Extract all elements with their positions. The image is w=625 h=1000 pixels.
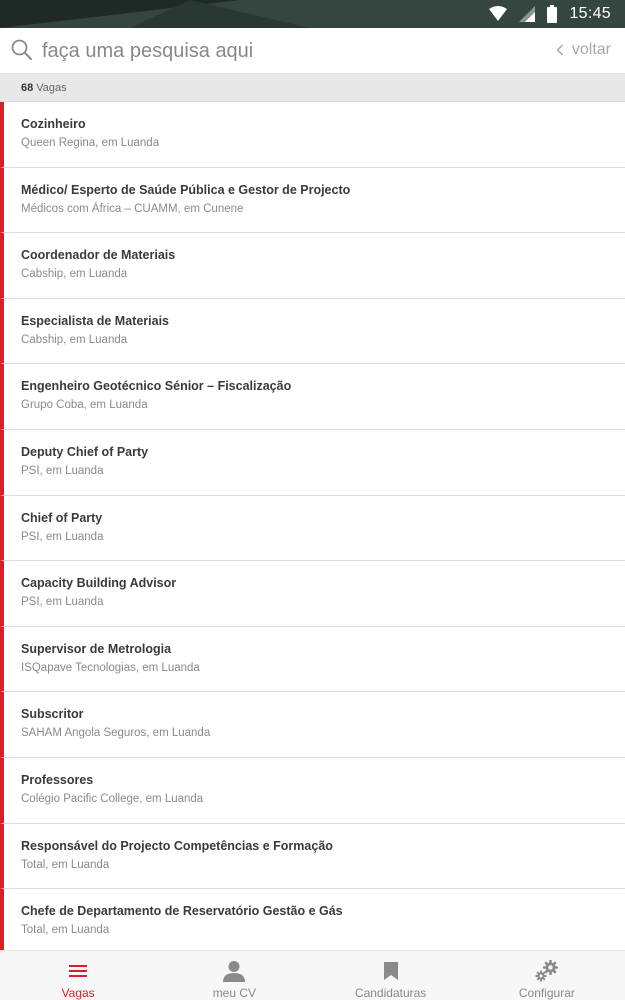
back-button[interactable] (556, 41, 611, 59)
battery-icon (547, 5, 557, 23)
job-company-location: Total, em Luanda (21, 858, 110, 871)
nav-tab-meu-cv[interactable] (156, 951, 312, 1000)
job-company-location: Médicos com África – CUAMM, em Cunene (21, 202, 244, 215)
nav-label: Vagas (61, 986, 95, 1000)
job-list-item[interactable] (0, 102, 625, 168)
job-list-item[interactable] (0, 889, 625, 950)
job-company-location: ISQapave Tecnologias, em Luanda (21, 661, 200, 674)
results-count: 68 (21, 82, 34, 94)
job-company-location: Cabship, em Luanda (21, 333, 128, 346)
nav-tab-configurar[interactable] (469, 951, 625, 1000)
job-title: Chefe de Departamento de Reservatório Gestão e Gás (21, 904, 343, 919)
job-list-item[interactable] (0, 168, 625, 234)
job-title: Engenheiro Geotécnico Sénior – Fiscalização (21, 379, 292, 394)
status-bar-decoration (130, 0, 310, 28)
nav-tab-vagas[interactable] (0, 951, 156, 1000)
job-title: Médico/ Esperto de Saúde Pública e Gestor de Projecto (21, 182, 351, 197)
job-company-location: SAHAM Angola Seguros, em Luanda (21, 727, 211, 740)
gears-icon (534, 959, 560, 983)
search-icon (10, 38, 34, 62)
job-list-item[interactable] (0, 233, 625, 299)
job-title: Professores (21, 772, 94, 787)
job-title: Cozinheiro (21, 117, 86, 131)
job-title: Responsável do Projecto Competências e Formação (21, 838, 333, 853)
job-title: Supervisor de Metrologia (21, 641, 172, 656)
results-count-label: Vagas (36, 82, 67, 94)
job-company-location: PSI, em Luanda (21, 464, 104, 477)
job-company-location: Total, em Luanda (21, 924, 110, 937)
bookmark-icon (383, 959, 399, 983)
job-list-item[interactable] (0, 364, 625, 430)
nav-label: meu CV (212, 986, 257, 1000)
job-list (0, 102, 625, 950)
job-list-item[interactable] (0, 692, 625, 758)
wifi-icon (489, 6, 507, 22)
job-list-item[interactable] (0, 299, 625, 365)
job-company-location: Colégio Pacific College, em Luanda (21, 792, 204, 805)
bottom-navigation (0, 950, 625, 1000)
job-list-item[interactable] (0, 627, 625, 693)
job-title: Capacity Building Advisor (21, 576, 177, 591)
menu-icon (68, 959, 88, 983)
job-title: Chief of Party (21, 510, 103, 525)
status-icons (489, 0, 611, 28)
job-title: Especialista de Materiais (21, 313, 169, 328)
job-title: Deputy Chief of Party (21, 444, 149, 459)
chevron-left-icon (556, 44, 564, 56)
job-list-item[interactable] (0, 496, 625, 562)
job-list-item[interactable] (0, 758, 625, 824)
nav-label: Configurar (518, 986, 575, 1000)
job-company-location: Queen Regina, em Luanda (21, 137, 160, 149)
clock: 15:45 (569, 5, 611, 22)
search-bar (0, 28, 625, 74)
job-title: Coordenador de Materiais (21, 248, 176, 263)
job-company-location: PSI, em Luanda (21, 530, 104, 543)
nav-tab-candidaturas[interactable] (313, 951, 469, 1000)
status-bar (0, 0, 625, 28)
nav-label: Candidaturas (354, 986, 427, 1000)
results-count-bar (0, 74, 625, 102)
job-company-location: PSI, em Luanda (21, 596, 104, 609)
search-input[interactable] (42, 34, 482, 68)
person-icon (222, 959, 246, 983)
job-company-location: Grupo Coba, em Luanda (21, 399, 148, 412)
job-list-item[interactable] (0, 430, 625, 496)
job-list-item[interactable] (0, 561, 625, 627)
job-list-item[interactable] (0, 824, 625, 890)
job-company-location: Cabship, em Luanda (21, 268, 128, 281)
signal-icon (519, 6, 535, 22)
back-label: voltar (571, 41, 611, 58)
job-title: Subscritor (21, 707, 84, 722)
